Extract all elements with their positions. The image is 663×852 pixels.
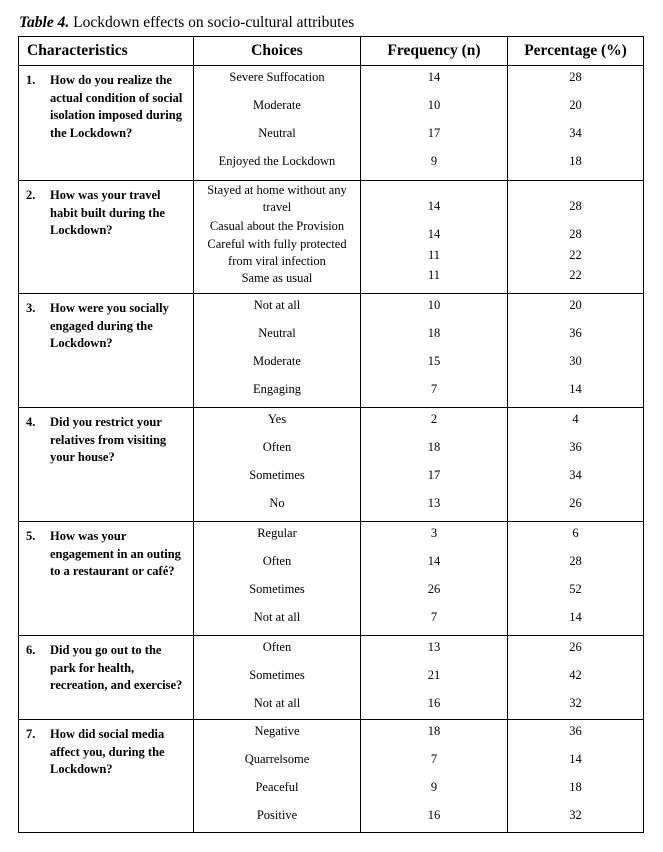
frequency-value: 14 <box>427 227 441 241</box>
percentage-value: 28 <box>569 199 582 213</box>
frequency-value: 13 <box>427 640 441 654</box>
question-text: Did you go out to the park for health, recreation, and exercise? <box>50 643 183 692</box>
table-row <box>19 294 644 408</box>
percentage-cell <box>508 636 644 720</box>
frequency-value: 10 <box>427 298 441 312</box>
characteristic-cell <box>19 181 194 294</box>
frequency-value: 3 <box>430 526 438 540</box>
percentage-cell <box>508 294 644 408</box>
frequency-value: 11 <box>427 268 441 282</box>
percentage-value: 32 <box>569 808 582 822</box>
characteristic-cell <box>19 720 194 833</box>
choice-cell <box>194 181 361 294</box>
percentage-value: 34 <box>569 468 582 482</box>
percentage-cell <box>508 66 644 181</box>
percentage-value: 42 <box>569 668 582 682</box>
percentage-value: 28 <box>569 227 582 241</box>
frequency-value: 10 <box>427 98 441 112</box>
frequency-value: 7 <box>430 610 438 624</box>
choice-value: No <box>269 496 285 510</box>
choice-value: Sometimes <box>249 582 305 596</box>
question-number: 6. <box>26 643 36 657</box>
percentage-value: 4 <box>572 412 579 426</box>
header-characteristics: Characteristics <box>19 37 194 66</box>
choice-value: Negative <box>254 724 300 738</box>
question-number: 1. <box>26 73 36 87</box>
percentage-value: 6 <box>572 526 579 540</box>
choice-value: Not at all <box>253 298 301 312</box>
choice-cell <box>194 720 361 833</box>
percentage-value: 14 <box>569 610 582 624</box>
percentage-value: 52 <box>569 582 582 596</box>
choice-value: Stayed at home without any travel <box>207 183 347 214</box>
choice-value: Peaceful <box>255 780 299 794</box>
choice-value: Moderate <box>253 98 301 112</box>
question-text: How did social media affect you, during the Lockdown? <box>50 727 165 776</box>
choice-value: Positive <box>256 808 298 822</box>
table-row <box>19 408 644 522</box>
frequency-value: 14 <box>427 199 441 213</box>
percentage-value: 18 <box>569 154 582 168</box>
choice-cell <box>194 294 361 408</box>
choice-value: Often <box>262 554 292 568</box>
choice-cell <box>194 636 361 720</box>
table-caption <box>19 14 354 32</box>
table-row <box>19 522 644 636</box>
frequency-cell <box>361 181 508 294</box>
frequency-cell <box>361 720 508 833</box>
percentage-cell <box>508 720 644 833</box>
choice-cell <box>194 522 361 636</box>
frequency-value: 18 <box>427 440 441 454</box>
choice-value: Yes <box>267 412 287 426</box>
frequency-cell <box>361 294 508 408</box>
table-row <box>19 181 644 294</box>
header-choices: Choices <box>194 37 361 66</box>
percentage-value: 22 <box>569 248 582 262</box>
percentage-cell <box>508 522 644 636</box>
percentage-value: 36 <box>569 326 582 340</box>
choice-value: Careful with fully protected from viral infection <box>207 237 347 268</box>
percentage-value: 30 <box>569 354 582 368</box>
characteristic-cell <box>19 294 194 408</box>
frequency-value: 26 <box>427 582 441 596</box>
percentage-value: 32 <box>569 696 582 710</box>
choice-value: Same as usual <box>241 271 313 285</box>
percentage-value: 26 <box>569 640 582 654</box>
percentage-value: 14 <box>569 382 582 396</box>
frequency-value: 18 <box>427 326 441 340</box>
percentage-value: 36 <box>569 724 582 738</box>
frequency-value: 15 <box>427 354 441 368</box>
question-number: 2. <box>26 188 36 202</box>
frequency-value: 2 <box>430 412 438 426</box>
question-number: 3. <box>26 301 36 315</box>
header-frequency: Frequency (n) <box>361 37 508 66</box>
frequency-value: 16 <box>427 808 441 822</box>
question-text: How was your travel habit built during the Lockdown? <box>50 188 165 237</box>
frequency-value: 17 <box>427 126 441 140</box>
characteristic-cell <box>19 66 194 181</box>
percentage-value: 28 <box>569 70 582 84</box>
question-text: Did you restrict your relatives from visiting your house? <box>50 415 167 464</box>
frequency-cell <box>361 66 508 181</box>
table-row <box>19 720 644 833</box>
percentage-value: 20 <box>569 298 582 312</box>
choice-value: Severe Suffocation <box>229 70 325 84</box>
percentage-cell <box>508 181 644 294</box>
question-number: 4. <box>26 415 36 429</box>
frequency-value: 7 <box>430 382 438 396</box>
choice-value: Neutral <box>258 326 296 340</box>
percentage-value: 26 <box>569 496 582 510</box>
frequency-value: 17 <box>427 468 441 482</box>
frequency-value: 9 <box>430 780 438 794</box>
choice-value: Enjoyed the Lockdown <box>218 154 336 168</box>
frequency-cell <box>361 408 508 522</box>
header-row <box>19 37 644 66</box>
percentage-value: 36 <box>569 440 582 454</box>
choice-value: Often <box>262 640 292 654</box>
percentage-value: 22 <box>569 268 582 282</box>
frequency-value: 7 <box>430 752 438 766</box>
header-percentage: Percentage (%) <box>508 37 644 66</box>
percentage-value: 28 <box>569 554 582 568</box>
percentage-value: 34 <box>569 126 582 140</box>
choice-cell <box>194 66 361 181</box>
choice-value: Casual about the Provision <box>209 219 345 233</box>
frequency-value: 14 <box>427 70 441 84</box>
choice-value: Moderate <box>253 354 301 368</box>
question-text: How was your engagement in an outing to a restaurant or café? <box>50 529 181 578</box>
percentage-value: 14 <box>569 752 582 766</box>
table-row <box>19 66 644 181</box>
frequency-cell <box>361 636 508 720</box>
percentage-value: 20 <box>569 98 582 112</box>
question-number: 7. <box>26 727 36 741</box>
frequency-value: 13 <box>427 496 441 510</box>
characteristic-cell <box>19 408 194 522</box>
frequency-value: 21 <box>427 668 441 682</box>
table-title: Lockdown effects on socio-cultural attributes <box>73 14 355 31</box>
table-row <box>19 636 644 720</box>
characteristic-cell <box>19 522 194 636</box>
percentage-value: 18 <box>569 780 582 794</box>
choice-cell <box>194 408 361 522</box>
question-text: How do you realize the actual condition of social isolation imposed during the Lockdown? <box>50 73 183 140</box>
choice-value: Regular <box>257 526 297 540</box>
frequency-value: 14 <box>427 554 441 568</box>
choice-value: Engaging <box>253 382 301 396</box>
frequency-value: 9 <box>430 154 438 168</box>
frequency-value: 18 <box>427 724 441 738</box>
choice-value: Not at all <box>253 610 301 624</box>
table-number: Table 4. <box>19 14 70 31</box>
choice-value: Quarrelsome <box>244 752 310 766</box>
choice-value: Sometimes <box>249 668 305 682</box>
choice-value: Neutral <box>258 126 296 140</box>
choice-value: Often <box>262 440 292 454</box>
frequency-value: 11 <box>427 248 441 262</box>
frequency-value: 16 <box>427 696 441 710</box>
question-text: How were you socially engaged during the Lockdown? <box>50 301 169 350</box>
percentage-cell <box>508 408 644 522</box>
frequency-cell <box>361 522 508 636</box>
choice-value: Not at all <box>253 696 301 710</box>
lockdown-effects-table <box>18 36 644 833</box>
question-number: 5. <box>26 529 36 543</box>
choice-value: Sometimes <box>249 468 305 482</box>
characteristic-cell <box>19 636 194 720</box>
